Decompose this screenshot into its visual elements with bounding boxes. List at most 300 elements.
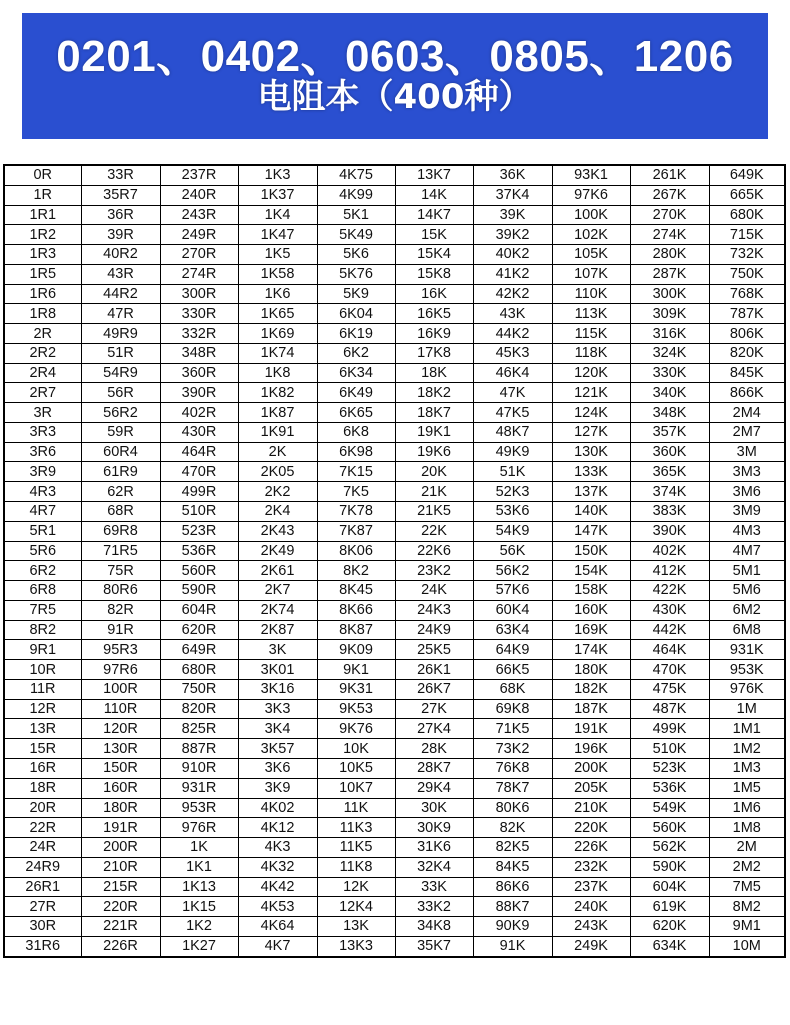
resistor-value-cell: 549K: [630, 798, 709, 818]
resistor-value-cell: 324K: [630, 343, 709, 363]
resistor-value-cell: 1K74: [238, 343, 317, 363]
resistor-value-cell: 470K: [630, 660, 709, 680]
resistor-value-cell: 3M3: [709, 462, 785, 482]
resistor-value-cell: 619K: [630, 897, 709, 917]
resistor-value-cell: 4K02: [238, 798, 317, 818]
resistor-value-cell: 75R: [81, 561, 160, 581]
resistor-value-cell: 26R1: [4, 877, 81, 897]
table-row: [4, 719, 785, 739]
resistor-value-cell: 1R3: [4, 245, 81, 265]
resistor-value-cell: 5K1: [317, 205, 395, 225]
resistor-value-cell: 1K58: [238, 264, 317, 284]
resistor-value-cell: 11R: [4, 679, 81, 699]
resistor-value-cell: 2K7: [238, 581, 317, 601]
resistor-value-cell: 620K: [630, 917, 709, 937]
resistor-value-cell: 115K: [552, 324, 630, 344]
resistor-value-cell: 56K: [473, 541, 552, 561]
resistor-value-cell: 40K2: [473, 245, 552, 265]
resistor-value-cell: 97K6: [552, 185, 630, 205]
resistor-value-cell: 6K2: [317, 343, 395, 363]
resistor-value-table: [3, 164, 786, 958]
resistor-value-cell: 6R2: [4, 561, 81, 581]
resistor-value-cell: 267K: [630, 185, 709, 205]
resistor-value-cell: 54R9: [81, 363, 160, 383]
resistor-value-cell: 11K: [317, 798, 395, 818]
table-row: [4, 600, 785, 620]
resistor-value-cell: 60K4: [473, 600, 552, 620]
resistor-value-cell: 464K: [630, 640, 709, 660]
resistor-value-cell: 57K6: [473, 581, 552, 601]
resistor-value-cell: 1M: [709, 699, 785, 719]
resistor-value-cell: 43K: [473, 304, 552, 324]
resistor-value-cell: 62R: [81, 482, 160, 502]
resistor-value-cell: 348R: [160, 343, 238, 363]
resistor-value-cell: 390K: [630, 521, 709, 541]
resistor-value-cell: 365K: [630, 462, 709, 482]
resistor-value-cell: 976K: [709, 679, 785, 699]
resistor-value-cell: 732K: [709, 245, 785, 265]
resistor-value-cell: 12R: [4, 699, 81, 719]
resistor-value-cell: 4K7: [238, 936, 317, 956]
resistor-value-cell: 1K47: [238, 225, 317, 245]
resistor-value-cell: 130R: [81, 739, 160, 759]
resistor-value-cell: 2K61: [238, 561, 317, 581]
resistor-value-cell: 221R: [81, 917, 160, 937]
table-row: [4, 482, 785, 502]
resistor-value-cell: 24K: [395, 581, 473, 601]
table-row: [4, 917, 785, 937]
resistor-value-cell: 47K: [473, 383, 552, 403]
resistor-value-cell: 4M3: [709, 521, 785, 541]
resistor-value-cell: 300R: [160, 284, 238, 304]
resistor-value-cell: 249R: [160, 225, 238, 245]
title-line-2: 电阻本（400种）: [257, 77, 533, 117]
resistor-value-cell: 8K06: [317, 541, 395, 561]
resistor-value-cell: 8M2: [709, 897, 785, 917]
resistor-value-cell: 100K: [552, 205, 630, 225]
resistor-value-cell: 51K: [473, 462, 552, 482]
resistor-value-cell: 3K6: [238, 758, 317, 778]
resistor-value-cell: 27R: [4, 897, 81, 917]
resistor-value-cell: 6K65: [317, 403, 395, 423]
table-row: [4, 442, 785, 462]
resistor-value-cell: 2K49: [238, 541, 317, 561]
resistor-value-cell: 787K: [709, 304, 785, 324]
resistor-value-cell: 590K: [630, 857, 709, 877]
resistor-value-cell: 8K66: [317, 600, 395, 620]
resistor-value-cell: 2R: [4, 324, 81, 344]
resistor-value-cell: 287K: [630, 264, 709, 284]
resistor-value-cell: 5K9: [317, 284, 395, 304]
resistor-value-cell: 523R: [160, 521, 238, 541]
resistor-value-cell: 402R: [160, 403, 238, 423]
resistor-value-cell: 332R: [160, 324, 238, 344]
resistor-value-cell: 7R5: [4, 600, 81, 620]
resistor-value-cell: 3K57: [238, 739, 317, 759]
resistor-value-cell: 240K: [552, 897, 630, 917]
title-banner: [22, 13, 768, 139]
resistor-value-cell: 51R: [81, 343, 160, 363]
resistor-value-cell: 39R: [81, 225, 160, 245]
resistor-value-cell: 105K: [552, 245, 630, 265]
resistor-value-cell: 19K6: [395, 442, 473, 462]
resistor-value-cell: 37K4: [473, 185, 552, 205]
table-row: [4, 660, 785, 680]
resistor-value-cell: 26K7: [395, 679, 473, 699]
resistor-value-cell: 80K6: [473, 798, 552, 818]
resistor-value-cell: 34K8: [395, 917, 473, 937]
resistor-value-cell: 5M6: [709, 581, 785, 601]
resistor-value-cell: 88K7: [473, 897, 552, 917]
resistor-value-cell: 4M7: [709, 541, 785, 561]
resistor-value-cell: 9K09: [317, 640, 395, 660]
resistor-value-cell: 68K: [473, 679, 552, 699]
resistor-value-cell: 59R: [81, 422, 160, 442]
resistor-value-cell: 49K9: [473, 442, 552, 462]
resistor-value-cell: 750R: [160, 679, 238, 699]
resistor-value-cell: 120R: [81, 719, 160, 739]
resistor-value-cell: 147K: [552, 521, 630, 541]
resistor-value-cell: 26K1: [395, 660, 473, 680]
resistor-value-cell: 30K: [395, 798, 473, 818]
resistor-value-cell: 61R9: [81, 462, 160, 482]
resistor-value-cell: 866K: [709, 383, 785, 403]
resistor-value-cell: 2R7: [4, 383, 81, 403]
resistor-value-cell: 3R3: [4, 422, 81, 442]
resistor-value-cell: 82K: [473, 818, 552, 838]
table-row: [4, 264, 785, 284]
resistor-value-cell: 1R2: [4, 225, 81, 245]
resistor-value-cell: 18K2: [395, 383, 473, 403]
resistor-value-cell: 825R: [160, 719, 238, 739]
resistor-value-cell: 21K: [395, 482, 473, 502]
resistor-value-cell: 4K42: [238, 877, 317, 897]
resistor-value-cell: 180K: [552, 660, 630, 680]
resistor-value-cell: 80R6: [81, 581, 160, 601]
resistor-value-cell: 6K98: [317, 442, 395, 462]
resistor-value-cell: 7K87: [317, 521, 395, 541]
resistor-value-cell: 3K16: [238, 679, 317, 699]
resistor-value-cell: 210R: [81, 857, 160, 877]
resistor-value-cell: 931R: [160, 778, 238, 798]
resistor-value-cell: 24K9: [395, 620, 473, 640]
resistor-value-cell: 1K13: [160, 877, 238, 897]
resistor-value-cell: 154K: [552, 561, 630, 581]
resistor-value-cell: 390R: [160, 383, 238, 403]
resistor-value-cell: 536R: [160, 541, 238, 561]
table-row: [4, 758, 785, 778]
resistor-value-cell: 130K: [552, 442, 630, 462]
resistor-value-cell: 54K9: [473, 521, 552, 541]
resistor-value-cell: 11K5: [317, 838, 395, 858]
resistor-value-cell: 357K: [630, 422, 709, 442]
resistor-value-cell: 182K: [552, 679, 630, 699]
resistor-value-cell: 7K15: [317, 462, 395, 482]
resistor-value-cell: 110R: [81, 699, 160, 719]
resistor-value-cell: 237K: [552, 877, 630, 897]
resistor-value-cell: 215R: [81, 877, 160, 897]
table-row: [4, 561, 785, 581]
resistor-value-cell: 31R6: [4, 936, 81, 956]
resistor-value-cell: 3M9: [709, 502, 785, 522]
resistor-value-cell: 13R: [4, 719, 81, 739]
resistor-value-cell: 1K6: [238, 284, 317, 304]
resistor-value-cell: 15K4: [395, 245, 473, 265]
resistor-value-cell: 470R: [160, 462, 238, 482]
table-row: [4, 245, 785, 265]
resistor-value-cell: 2R2: [4, 343, 81, 363]
resistor-value-cell: 953K: [709, 660, 785, 680]
resistor-value-cell: 86K6: [473, 877, 552, 897]
resistor-value-cell: 3R6: [4, 442, 81, 462]
resistor-value-cell: 22R: [4, 818, 81, 838]
resistor-value-cell: 1K91: [238, 422, 317, 442]
value-rows: [4, 165, 785, 957]
resistor-value-cell: 27K4: [395, 719, 473, 739]
resistor-value-cell: 16K: [395, 284, 473, 304]
resistor-value-cell: 6K04: [317, 304, 395, 324]
resistor-value-cell: 412K: [630, 561, 709, 581]
resistor-value-cell: 499K: [630, 719, 709, 739]
resistor-value-cell: 523K: [630, 758, 709, 778]
resistor-value-cell: 4R3: [4, 482, 81, 502]
resistor-value-cell: 100R: [81, 679, 160, 699]
resistor-value-cell: 6K49: [317, 383, 395, 403]
resistor-value-cell: 127K: [552, 422, 630, 442]
resistor-value-cell: 30R: [4, 917, 81, 937]
resistor-value-cell: 140K: [552, 502, 630, 522]
resistor-value-cell: 24R: [4, 838, 81, 858]
resistor-value-cell: 3K3: [238, 699, 317, 719]
resistor-value-cell: 430K: [630, 600, 709, 620]
resistor-value-cell: 13K7: [395, 165, 473, 185]
resistor-value-cell: 232K: [552, 857, 630, 877]
resistor-value-cell: 56R: [81, 383, 160, 403]
resistor-value-cell: 35K7: [395, 936, 473, 956]
resistor-value-cell: 28K: [395, 739, 473, 759]
resistor-value-cell: 1K: [160, 838, 238, 858]
resistor-value-cell: 124K: [552, 403, 630, 423]
resistor-value-cell: 422K: [630, 581, 709, 601]
resistor-value-cell: 649R: [160, 640, 238, 660]
resistor-value-cell: 237R: [160, 165, 238, 185]
resistor-value-cell: 604K: [630, 877, 709, 897]
resistor-value-cell: 768K: [709, 284, 785, 304]
resistor-value-cell: 5K49: [317, 225, 395, 245]
resistor-value-cell: 169K: [552, 620, 630, 640]
resistor-value-cell: 649K: [709, 165, 785, 185]
resistor-value-cell: 487K: [630, 699, 709, 719]
resistor-value-cell: 6K19: [317, 324, 395, 344]
resistor-value-cell: 2K74: [238, 600, 317, 620]
resistor-value-cell: 30K9: [395, 818, 473, 838]
resistor-value-cell: 360K: [630, 442, 709, 462]
resistor-value-cell: 22K: [395, 521, 473, 541]
resistor-value-cell: 13K3: [317, 936, 395, 956]
resistor-value-cell: 73K2: [473, 739, 552, 759]
resistor-value-cell: 44K2: [473, 324, 552, 344]
resistor-value-cell: 1K37: [238, 185, 317, 205]
table-row: [4, 541, 785, 561]
resistor-value-cell: 97R6: [81, 660, 160, 680]
resistor-value-cell: 9K1: [317, 660, 395, 680]
resistor-value-cell: 887R: [160, 739, 238, 759]
resistor-value-cell: 120K: [552, 363, 630, 383]
table-row: [4, 284, 785, 304]
resistor-value-cell: 360R: [160, 363, 238, 383]
resistor-value-cell: 20R: [4, 798, 81, 818]
resistor-value-cell: 820K: [709, 343, 785, 363]
resistor-value-cell: 39K2: [473, 225, 552, 245]
resistor-value-cell: 17K8: [395, 343, 473, 363]
resistor-value-cell: 69K8: [473, 699, 552, 719]
table-row: [4, 857, 785, 877]
resistor-value-cell: 191R: [81, 818, 160, 838]
resistor-value-cell: 150K: [552, 541, 630, 561]
resistor-value-cell: 1R5: [4, 264, 81, 284]
resistor-value-cell: 160R: [81, 778, 160, 798]
resistor-value-cell: 33K: [395, 877, 473, 897]
resistor-value-cell: 1K3: [238, 165, 317, 185]
resistor-value-cell: 64K9: [473, 640, 552, 660]
resistor-value-cell: 45K3: [473, 343, 552, 363]
resistor-value-cell: 300K: [630, 284, 709, 304]
resistor-value-cell: 5R1: [4, 521, 81, 541]
resistor-value-cell: 2M: [709, 838, 785, 858]
resistor-value-cell: 150R: [81, 758, 160, 778]
resistor-value-cell: 620R: [160, 620, 238, 640]
resistor-value-cell: 1K87: [238, 403, 317, 423]
table-row: [4, 363, 785, 383]
resistor-value-cell: 8K2: [317, 561, 395, 581]
resistor-value-cell: 60R4: [81, 442, 160, 462]
resistor-value-cell: 0R: [4, 165, 81, 185]
resistor-value-cell: 40R2: [81, 245, 160, 265]
resistor-value-cell: 7K5: [317, 482, 395, 502]
resistor-value-cell: 49R9: [81, 324, 160, 344]
resistor-value-cell: 402K: [630, 541, 709, 561]
resistor-value-cell: 1K5: [238, 245, 317, 265]
resistor-value-cell: 137K: [552, 482, 630, 502]
resistor-value-cell: 634K: [630, 936, 709, 956]
resistor-value-cell: 29K4: [395, 778, 473, 798]
resistor-value-cell: 71R5: [81, 541, 160, 561]
resistor-value-cell: 93K1: [552, 165, 630, 185]
table-row: [4, 205, 785, 225]
resistor-value-cell: 10M: [709, 936, 785, 956]
resistor-value-cell: 84K5: [473, 857, 552, 877]
resistor-value-cell: 14K: [395, 185, 473, 205]
table-row: [4, 422, 785, 442]
title-line-1: 0201、0402、0603、0805、1206: [56, 32, 734, 81]
table-row: [4, 304, 785, 324]
table-row: [4, 679, 785, 699]
resistor-value-cell: 430R: [160, 422, 238, 442]
resistor-value-cell: 56R2: [81, 403, 160, 423]
resistor-value-cell: 2K43: [238, 521, 317, 541]
resistor-value-cell: 33K2: [395, 897, 473, 917]
resistor-value-cell: 7K78: [317, 502, 395, 522]
resistor-value-cell: 33R: [81, 165, 160, 185]
resistor-value-cell: 3R9: [4, 462, 81, 482]
resistor-value-cell: 4K64: [238, 917, 317, 937]
resistor-value-cell: 23K2: [395, 561, 473, 581]
resistor-value-cell: 31K6: [395, 838, 473, 858]
table-row: [4, 739, 785, 759]
resistor-value-cell: 976R: [160, 818, 238, 838]
resistor-value-cell: 383K: [630, 502, 709, 522]
resistor-value-cell: 243R: [160, 205, 238, 225]
resistor-value-cell: 274K: [630, 225, 709, 245]
resistor-value-cell: 53K6: [473, 502, 552, 522]
table-row: [4, 343, 785, 363]
resistor-value-cell: 160K: [552, 600, 630, 620]
table-row: [4, 778, 785, 798]
resistor-value-cell: 36K: [473, 165, 552, 185]
resistor-value-cell: 2M2: [709, 857, 785, 877]
resistor-value-cell: 2R4: [4, 363, 81, 383]
resistor-value-cell: 76K8: [473, 758, 552, 778]
table-row: [4, 225, 785, 245]
resistor-value-cell: 4K3: [238, 838, 317, 858]
resistor-value-cell: 243K: [552, 917, 630, 937]
resistor-value-cell: 158K: [552, 581, 630, 601]
resistor-value-cell: 2K2: [238, 482, 317, 502]
resistor-value-cell: 2K87: [238, 620, 317, 640]
resistor-value-cell: 18K7: [395, 403, 473, 423]
resistor-value-cell: 191K: [552, 719, 630, 739]
resistor-value-cell: 56K2: [473, 561, 552, 581]
resistor-value-cell: 46K4: [473, 363, 552, 383]
resistor-value-cell: 90K9: [473, 917, 552, 937]
resistor-value-cell: 3R: [4, 403, 81, 423]
resistor-value-cell: 9K53: [317, 699, 395, 719]
table-row: [4, 521, 785, 541]
resistor-value-cell: 1K27: [160, 936, 238, 956]
resistor-value-cell: 10R: [4, 660, 81, 680]
table-row: [4, 818, 785, 838]
resistor-value-cell: 174K: [552, 640, 630, 660]
resistor-value-cell: 560R: [160, 561, 238, 581]
resistor-value-cell: 1M3: [709, 758, 785, 778]
resistor-value-cell: 475K: [630, 679, 709, 699]
table-row: [4, 620, 785, 640]
table-row: [4, 462, 785, 482]
table-row: [4, 838, 785, 858]
resistor-value-cell: 1K1: [160, 857, 238, 877]
resistor-value-cell: 1K82: [238, 383, 317, 403]
resistor-value-cell: 28K7: [395, 758, 473, 778]
resistor-value-cell: 510R: [160, 502, 238, 522]
table-row: [4, 936, 785, 956]
resistor-value-cell: 330K: [630, 363, 709, 383]
resistor-value-cell: 110K: [552, 284, 630, 304]
resistor-value-cell: 121K: [552, 383, 630, 403]
resistor-value-cell: 91R: [81, 620, 160, 640]
resistor-value-cell: 6K8: [317, 422, 395, 442]
resistor-value-cell: 13K: [317, 917, 395, 937]
resistor-value-cell: 10K5: [317, 758, 395, 778]
resistor-value-cell: 1M6: [709, 798, 785, 818]
resistor-value-cell: 18R: [4, 778, 81, 798]
resistor-value-cell: 11K3: [317, 818, 395, 838]
resistor-value-cell: 8R2: [4, 620, 81, 640]
resistor-value-cell: 1K4: [238, 205, 317, 225]
resistor-value-cell: 82K5: [473, 838, 552, 858]
resistor-value-cell: 4K53: [238, 897, 317, 917]
resistor-value-cell: 1K2: [160, 917, 238, 937]
resistor-value-cell: 95R3: [81, 640, 160, 660]
